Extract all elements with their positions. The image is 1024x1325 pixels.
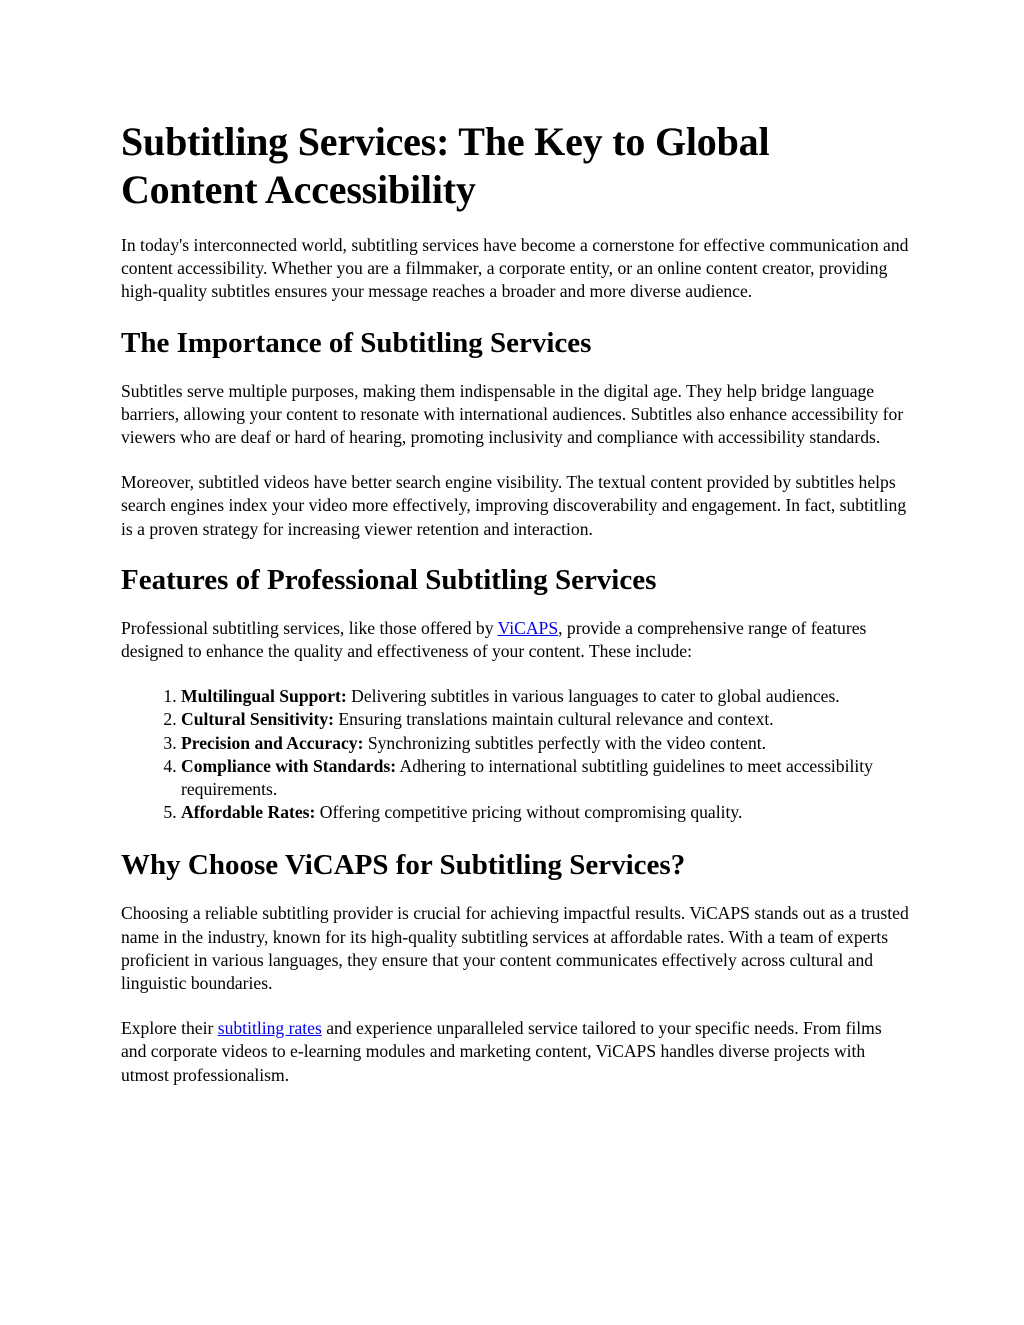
why-choose-text-after: and experience unparalleled service tailored to your specific needs. From films and corporate videos to e-learning modules and marketing content, ViCAPS handles diverse projects with utmost professionalism. xyxy=(121,1018,882,1085)
list-item xyxy=(181,755,911,801)
why-choose-paragraph-2 xyxy=(121,1017,911,1087)
document-page xyxy=(121,118,911,1109)
features-intro-text-before: Professional subtitling services, like those offered by xyxy=(121,617,498,638)
list-item-label: Precision and Accuracy: xyxy=(181,732,364,753)
page-title: Subtitling Services: The Key to Global Content Accessibility xyxy=(121,119,770,212)
list-item-label: Multilingual Support: xyxy=(181,686,347,707)
vicaps-link[interactable]: ViCAPS xyxy=(497,617,559,638)
intro-paragraph: In today's interconnected world, subtitling services have become a cornerstone for effective communication and content accessibility. Whether you are a filmmaker, a corporate entity, or an online content creator, providing high-quality subtitles ensures your message reaches a broader and more diverse audience. xyxy=(121,235,909,302)
list-item-text: Synchronizing subtitles perfectly with the video content. xyxy=(363,732,767,753)
section-heading-features: Features of Professional Subtitling Services xyxy=(121,563,657,596)
subtitling-rates-link[interactable]: subtitling rates xyxy=(217,1018,322,1039)
list-item-label: Affordable Rates: xyxy=(181,802,316,823)
features-intro-text-after: , provide a comprehensive range of features designed to enhance the quality and effectiveness of your content. These include: xyxy=(121,617,867,662)
list-item xyxy=(181,732,911,755)
why-choose-text-before: Explore their xyxy=(121,1018,218,1039)
importance-paragraph-2: Moreover, subtitled videos have better search engine visibility. The textual content provided by subtitles helps search engines index your video more effectively, improving discoverability and engagement. In fact, subtitling is a proven strategy for increasing viewer retention and interaction. xyxy=(121,472,907,539)
list-item-label: Compliance with Standards: xyxy=(181,755,397,776)
list-item xyxy=(181,708,911,731)
importance-paragraph-1: Subtitles serve multiple purposes, making them indispensable in the digital age. They help bridge language barriers, allowing your content to resonate with international audiences. Subtitles also enhance accessibility for viewers who are deaf or hard of hearing, promoting inclusivity and compliance with accessibility standards. xyxy=(121,380,904,448)
list-item-text: Offering competitive pricing without compromising quality. xyxy=(315,802,743,823)
list-item-label: Cultural Sensitivity: xyxy=(181,709,334,730)
list-item xyxy=(181,801,911,824)
list-item-text: Ensuring translations maintain cultural relevance and context. xyxy=(333,709,774,730)
why-choose-paragraph-1: Choosing a reliable subtitling provider is crucial for achieving impactful results. ViCAPS stands out as a trusted name in the industry, known for its high-quality subtitling services at affordable rates. With a team of experts proficient in various languages, they ensure that your content communicates effectively across cultural and linguistic boundaries. xyxy=(121,903,909,994)
section-heading-why-choose: Why Choose ViCAPS for Subtitling Services? xyxy=(121,849,686,882)
list-item-text: Adhering to international subtitling guidelines to meet accessibility requirements. xyxy=(181,755,873,800)
features-list xyxy=(121,685,911,824)
features-intro-paragraph xyxy=(121,617,911,663)
list-item xyxy=(181,685,911,708)
section-heading-importance: The Importance of Subtitling Services xyxy=(121,326,592,359)
list-item-text: Delivering subtitles in various languages to cater to global audiences. xyxy=(346,686,840,707)
